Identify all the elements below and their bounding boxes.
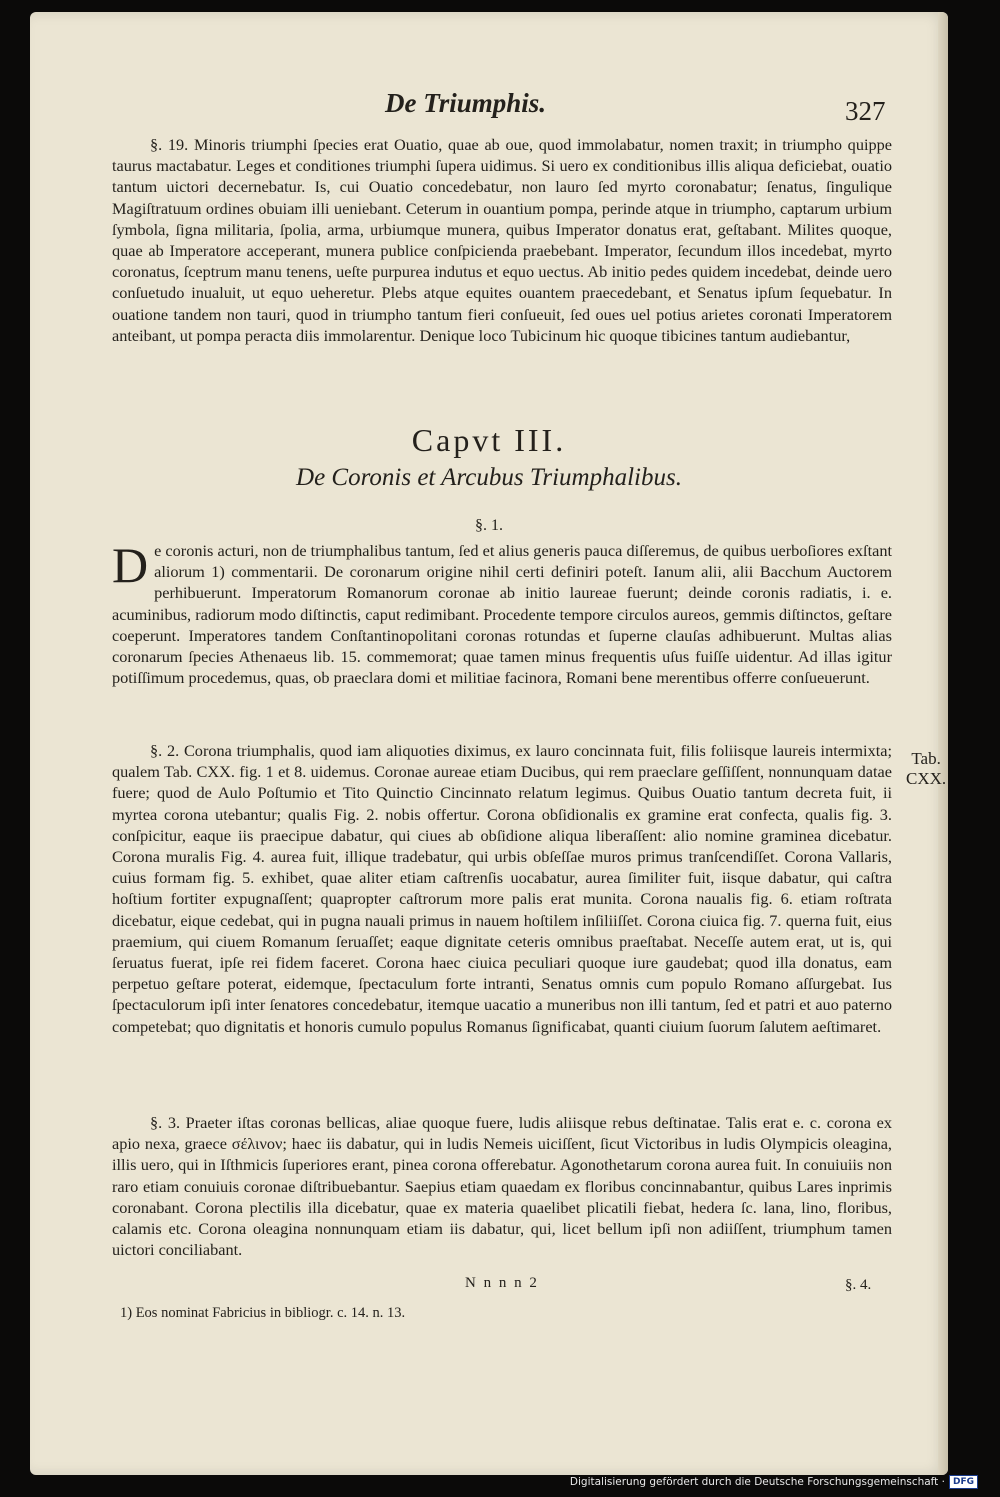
book-page	[30, 12, 948, 1475]
section-2-text: §. 2. Corona triumphalis, quod iam aliquoties diximus, ex lauro concinnata fuit, filis foliisque laureis intermixta; qualem Tab. CXX. fig. 1 et 8. uidemus. Coronae aureae etiam Ducibus, qui rem praeclare geſſiſſent, nonnunquam datae fuere; quod de Aulo Poſtumio et Tito Quinctio Cincinnato relatum legimus. Quibus Ouatio tantum decreta fuit, ii myrtea corona utebantur; qualis Fig. 2. nobis offertur. Corona obſidionalis ex gramine erat confecta, qualis fig. 3. conſpicitur, eaque iis praecipue dabatur, qui ciues ab obſidione aliqua liberaſſent: alio nomine graminea dicebatur. Corona muralis Fig. 4. aurea fuit, illique tradebatur, qui urbis obſeſſae muros primus tranſcendiſſet. Corona Vallaris, cuius formam fig. 5. exhibet, quae aliter etiam caſtrenſis uocabatur, aurea ſimiliter fuit, iisque dabatur, qui caſtra hoſtium fortiter expugnaſſent; quapropter caſtrorum more palis erat munita. Corona naualis fig. 6. etiam roſtrata dicebatur, eique cedebat, qui in pugna nauali primus in nauem hoſtilem inſiliiſſet. Corona ciuica fig. 7. querna fuit, eius praemium, qui ciuem Romanum ſeruaſſet; eaque dignitate ceteris omnibus praeſtabat. Neceſſe autem erat, ut is, qui ſeruatus fuerat, ipſe rei fidem faceret. Corona haec ciuica peculiari quoque iure gaudebat; quod illa donatus, eam perpetuo geſtare poterat, eidemque, ſpectaculum forte intranti, Senatus omnis cum populo Romano aſſurgebat. Ius ſpectaculorum ipſi inter ſenatores concedebatur, itemque uacatio a muneribus non illi tantum, ſed et patri et auo paterno competebat; quo dignitatis et honoris cumulo populus Romanus ſignificabat, quanti ciuium ſuorum ſalutem aeſtimaret.	[112, 741, 892, 1036]
dfg-logo: DFG	[949, 1475, 978, 1489]
margin-note-line1: Tab.	[911, 749, 941, 768]
catchword: §. 4.	[845, 1277, 872, 1293]
chapter-title: Capvt III.	[411, 422, 567, 458]
credit-text: Digitalisierung gefördert durch die Deutsche Forschungsgemeinschaft ·	[569, 1476, 945, 1488]
digitization-credit	[570, 1475, 978, 1489]
section-19	[112, 134, 892, 346]
chapter-subtitle: De Coronis et Arcubus Triumphalibus.	[296, 464, 682, 491]
section-1-text: e coronis acturi, non de triumphalibus tantum, ſed et alius generis pauca diſſeremus, de quibus uerboſiores exſtant aliorum 1) commentarii. De coronarum origine nihil certi definiri poteſt. Ianum alii, alii Bacchum Auctorem perhibuerunt. Imperatorum Romanorum coronae ab initio laureae fuerunt; deinde coronis radiatis, i. e. acuminibus, radiorum modo diſtinctis, caput redimibant. Procedente tempore circulos aureos, gemmis diſtinctos, geſtare coeperunt. Imperatores tandem Conſtantinopolitani coronas rotundas et ſuperne clauſas adhibuerunt. Multas alias coronarum ſpecies Athenaeus lib. 15. commemorat; quae tamen minus frequentis uſus fuiſſe uidentur. Ad illas igitur potiſſimum procedemus, quas, ob praeclara domi et militiae facinora, Romani bene merentibus offerre conſueuerunt.	[112, 541, 892, 688]
margin-note	[906, 749, 946, 789]
footnote: 1) Eos nominat Fabricius in bibliogr. c. 14. n. 13.	[120, 1305, 406, 1321]
section-1	[112, 537, 892, 688]
page-edge	[938, 12, 948, 1475]
page-number: 327	[845, 96, 886, 126]
margin-note-line2: CXX.	[906, 769, 947, 788]
section-3	[112, 1112, 892, 1260]
section-2	[112, 740, 892, 1037]
section-1-heading: §. 1.	[475, 517, 503, 534]
section-3-text: §. 3. Praeter iſtas coronas bellicas, aliae quoque fuere, ludis aliisque rebus deſtinatae. Talis erat e. c. corona ex apio nexa, graece σέλινον; haec iis dabatur, qui in ludis Nemeis uiciſſent, ſicut Victoribus in ludis Olympicis oleagina, illis uero, qui in Iſthmicis ſuperiores erant, pinea corona offerebatur. Agonothetarum corona aurea fuit. In conuiuiis non raro etiam conuiuis coronae diſtribuebantur. Saepius etiam quaedam ex floribus concinnabantur, quibus Lares inprimis coronabant. Corona plectilis illa dicebatur, quae ex materia quaelibet plicatili fiebat, hedera ſc. lana, lino, floribus, calamis etc. Corona oleagina nonnunquam etiam iis dabatur, qui, licet bellum ipſi non adiiſſent, triumphum tamen uictori conciliabant.	[112, 1113, 892, 1260]
drop-cap: D	[112, 537, 149, 593]
signature-mark: N n n n 2	[465, 1275, 539, 1291]
section-19-text: §. 19. Minoris triumphi ſpecies erat Ouatio, quae ab oue, quod immolabatur, nomen traxit; in triumpho quippe taurus mactabatur. Leges et conditiones triumphi ſupera uidimus. Si uero ex conditionibus illis aliqua deficiebat, ouatio tantum uictori decernebatur. Is, cui Ouatio concedebatur, non lauro ſed myrto coronabatur; ſenatus, ſingulique Magiſtratuum ordines obuiam illi ueniebant. Ceterum in ouantium pompa, perinde atque in triumpho, captarum urbium ſymbola, ſigna militaria, ſpolia, arma, urbiumque munera, quibus Imperator donatus erat, geſtabant. Milites quoque, quae ab Imperatore acceperant, munera publice conſpicienda praebebant. Imperator, ſecundum illos incedebat, myrto coronatus, ſceptrum manu tenens, ueſte purpurea indutus et equo uectus. Ab initio pedes quidem incedebat, deinde uero conſuetudo inualuit, ut equo ueheretur. Plebs atque equites ouantem praecedebant, et Senatus ipſum ſequebatur. In ouatione tandem non tauri, quod in triumpho tantum fieri conſueuit, ſed oues uel potius arietes coronati Imperatorem anteibant, ut pompa peracta diis immolarentur. Denique loco Tubicinum hic quoque tibicines tantum audiebantur,	[112, 135, 892, 345]
running-head: De Triumphis.	[385, 88, 547, 118]
